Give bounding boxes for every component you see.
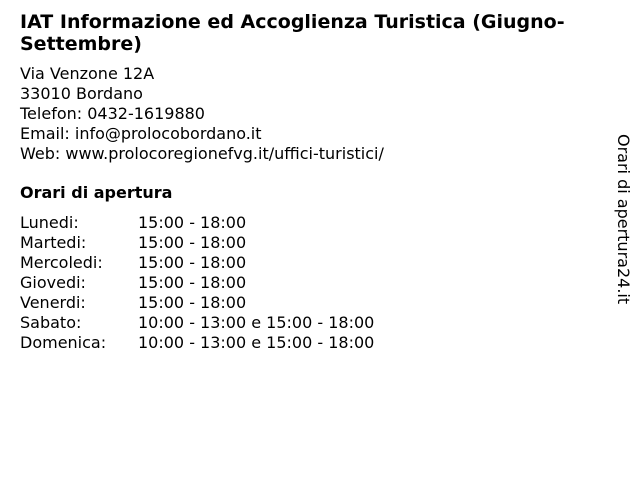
hours-row-tuesday bbox=[20, 233, 580, 253]
day-label: Lunedi: bbox=[20, 213, 79, 232]
email-line: Email: info@prolocobordano.it bbox=[20, 124, 262, 143]
day-hours: 10:00 - 13:00 e 15:00 - 18:00 bbox=[138, 313, 375, 332]
hours-row-thursday bbox=[20, 273, 580, 293]
day-hours: 15:00 - 18:00 bbox=[138, 253, 247, 272]
phone-line: Telefon: 0432-1619880 bbox=[20, 104, 205, 123]
address-city: 33010 Bordano bbox=[20, 84, 143, 103]
day-hours: 15:00 - 18:00 bbox=[138, 213, 247, 232]
day-label: Sabato: bbox=[20, 313, 82, 332]
hours-row-monday bbox=[20, 213, 580, 233]
hours-row-saturday bbox=[20, 313, 580, 333]
hours-row-wednesday bbox=[20, 253, 580, 273]
day-label: Venerdi: bbox=[20, 293, 86, 312]
hours-row-friday bbox=[20, 293, 580, 313]
day-hours: 15:00 - 18:00 bbox=[138, 293, 247, 312]
web-line: Web: www.prolocoregionefvg.it/uffici-turistici/ bbox=[20, 144, 384, 163]
page-title: IAT Informazione ed Accoglienza Turistica (Giugno-Settembre) bbox=[20, 11, 565, 55]
hours-row-sunday bbox=[20, 333, 580, 353]
contact-info bbox=[20, 64, 580, 164]
day-label: Giovedi: bbox=[20, 273, 86, 292]
day-label: Domenica: bbox=[20, 333, 107, 352]
opening-hours-table bbox=[20, 213, 580, 353]
day-label: Martedi: bbox=[20, 233, 87, 252]
day-hours: 15:00 - 18:00 bbox=[138, 273, 247, 292]
day-hours: 15:00 - 18:00 bbox=[138, 233, 247, 252]
address-street: Via Venzone 12A bbox=[20, 64, 155, 83]
opening-hours-heading: Orari di apertura bbox=[20, 183, 173, 202]
site-watermark: Orari di apertura24.it bbox=[614, 134, 633, 305]
day-label: Mercoledi: bbox=[20, 253, 103, 272]
day-hours: 10:00 - 13:00 e 15:00 - 18:00 bbox=[138, 333, 375, 352]
